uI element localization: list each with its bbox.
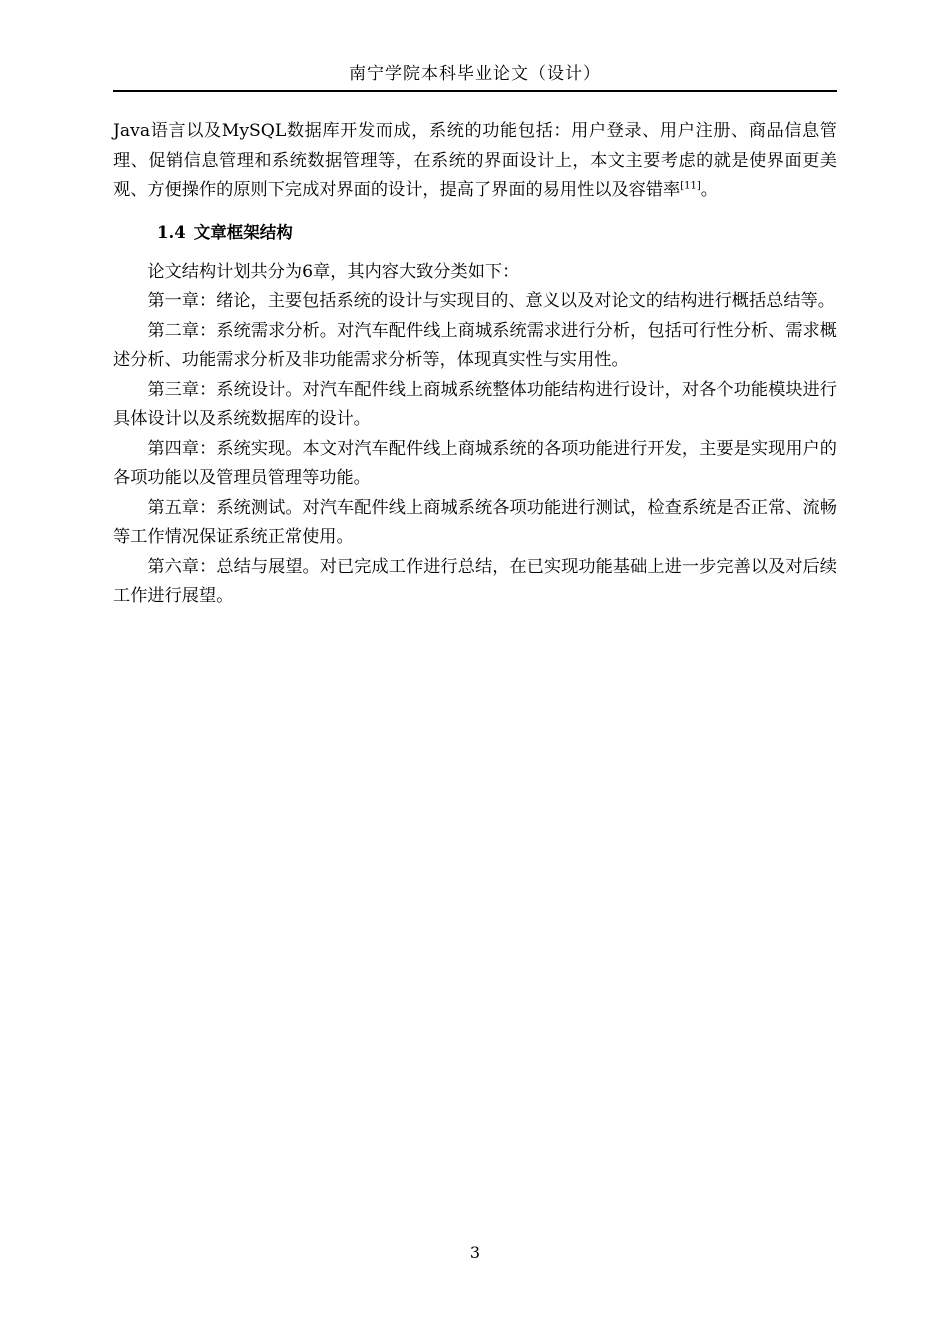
intro-paragraph xyxy=(113,117,837,206)
section-number: 1.4 xyxy=(157,222,186,242)
chapter-5-paragraph: 第五章：系统测试。对汽车配件线上商城系统各项功能进行测试，检查系统是否正常、流畅等工作情况保证系统正常使用。 xyxy=(113,497,837,547)
chapter-1-paragraph: 第一章：绪论，主要包括系统的设计与实现目的、意义以及对论文的结构进行概括总结等。 xyxy=(147,291,835,311)
citation-reference: [11] xyxy=(680,180,701,192)
intro-paragraph-text: Java语言以及MySQL数据库开发而成，系统的功能包括：用户登录、用户注册、商品信息管理、促销信息管理和系统数据管理等，在系统的界面设计上，本文主要考虑的就是使界面更美观、方便操作的原则下完成对界面的设计，提高了界面的易用性以及容错率 xyxy=(113,121,837,200)
document-body xyxy=(113,117,837,612)
header-divider xyxy=(113,90,837,92)
intro-paragraph-end: 。 xyxy=(700,180,718,200)
page-number: 3 xyxy=(469,1243,481,1262)
chapter-4-paragraph: 第四章：系统实现。本文对汽车配件线上商城系统的各项功能进行开发，主要是实现用户的各项功能以及管理员管理等功能。 xyxy=(113,438,837,488)
structure-overview-paragraph: 论文结构计划共分为6章，其内容大致分类如下： xyxy=(147,261,520,282)
chapter-3-paragraph: 第三章：系统设计。对汽车配件线上商城系统整体功能结构进行设计，对各个功能模块进行具体设计以及系统数据库的设计。 xyxy=(113,379,837,429)
section-heading xyxy=(113,218,837,248)
page-header-title: 南宁学院本科毕业论文（设计） xyxy=(349,64,601,84)
chapter-2-paragraph: 第二章：系统需求分析。对汽车配件线上商城系统需求进行分析，包括可行性分析、需求概述分析、功能需求分析及非功能需求分析等，体现真实性与实用性。 xyxy=(113,320,837,370)
section-title: 文章框架结构 xyxy=(193,222,293,242)
chapter-6-paragraph: 第六章：总结与展望。对已完成工作进行总结，在已实现功能基础上进一步完善以及对后续工作进行展望。 xyxy=(113,556,837,606)
